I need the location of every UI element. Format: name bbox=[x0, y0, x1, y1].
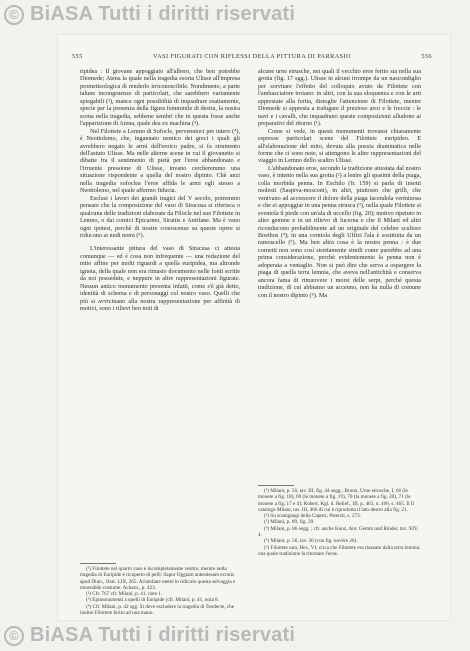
footnote: (²) Su scamgnagi della Caprez, Petersit, s. 273. bbox=[264, 513, 362, 520]
footnote: (²) Cfr. 767 cfr. Milani, p. 41, note 1. bbox=[86, 591, 163, 598]
copyright-icon: © bbox=[4, 5, 24, 25]
page-number-right: 556 bbox=[421, 53, 432, 60]
footnote: (⁴) Milani, p. 86 segg. ; cfr. anche Kunz, Ant. Gemm und Rinder, tav. XIV, 4. bbox=[258, 525, 419, 539]
watermark-text: BiASA Tutti i diritti riservati bbox=[30, 624, 296, 646]
watermark-bottom bbox=[0, 624, 470, 647]
footnote: (⁵) Milani, p. 56, tav. 30 (con fig. novère 26). bbox=[264, 538, 358, 545]
footnote: (⁶) Filottete non, Her., VI, circa che Filottete era risanato dalla terra lemnia; una quale tradizione la ritornare l'eroe. bbox=[258, 544, 421, 557]
left-column bbox=[80, 68, 240, 313]
watermark-text: BiASA Tutti i diritti riservati bbox=[30, 3, 296, 25]
footnote-rule bbox=[80, 563, 116, 564]
left-paragraph-3: Esclusi i lavori dei grandi tragici del V secolo, potremmo pensare che la composizione del vaso di Siracusa si riferisca o qualcuna delle tradizioni elaborate da Filocle nel suo Filottete in Lemno, o dai comici Epicarmo, Strattis e Antifane. Ma è vano ogni ipotesi, perchè di nostre conoscenze su queste opere si riducono ai nudi nomi (⁵). bbox=[80, 194, 240, 239]
left-paragraph-1: ripidea : Il giovane appoggiato all'albero, che ben potrebbe Diomede; Atena la quale nella tragedia esorta Ulisse all'impresa prometteologica di renderlo irriconoscibile. Nondimeno, a parte talune incongruenze di particolari, che sarebbero variamente spiegabili (²), manca ogni possibilità di inquadrare esattamente, specie per la presenza della figura femminile di destra, la nostra scena nella tragedia, sebbene sembri che in questa fosse anche l'apparizione di Atena, quale dea ex machina (³). bbox=[80, 68, 240, 128]
footnote: (⁴) Cfr. Milani, p. 42 sgg. Si deve escludere la tragedia di Teodecte, che inoltre Filottete ferito ad una mano. bbox=[80, 603, 234, 617]
footnote: (³) Milani, p. 89, fig. 39. bbox=[264, 519, 315, 526]
left-footnotes bbox=[80, 560, 240, 616]
page-number-left: 555 bbox=[72, 53, 83, 60]
footnote: (³) Epimonumenti a quelli di Euripide (cfr. Milani, p. 41, nota 8. bbox=[86, 597, 219, 604]
watermark-top bbox=[0, 3, 470, 26]
footnote: (¹) Filottete nel quarto vaso è incompletamente vestito, mentre nella tragedia di Euripide è ricoperto di pelli: Sapor Oggiam antesitesam ecrotis apud Diun., Orat. LIX, 265. Aristofane mette in ridicolo questa selvaggia e miserabile costume: Acharn., p. 423. bbox=[80, 566, 236, 591]
right-column bbox=[258, 68, 421, 299]
right-paragraph-1: alcune urne etrusche, nei quali il vecchio eroe ferito sta nella sua grotta (fig. 17 sgg.). Ulisse in alcuni irrompe da un nascondiglio per sorvitare l'effetto del colloquio avuto da Filottete con l'ambasciatore troiano: in altri, con la sua eloquenza e con le arti apprestate alla ferita, distoglie l'attenzione di Filottete, mentre Diomede si appresta a trafugare il prezioso arco e le freccie : le navi e i cavalli, che inquadrano queste composizioni alludono ai preparativi del ritorno (¹). bbox=[258, 68, 421, 128]
left-paragraph-4: L'interessante pittura del vaso di Siracusa ci attesta comunque — ed è cosa non infrequente — una redazione del mito affine per molti riguardi a quella euripidea, ma altronde ignota, della quale non era rimasto documento nelle fonti scritte da noi possedute, e neppure in altre rappresentazioni figurate. Nessun antico monumento presenta infatti, come s'è già detto, identità di schema e di personaggi col nostro vaso. Quelli che più si avvicinano alla nostra rappresentazione per affinità di motivi, sono i rilievi ben noti di bbox=[80, 245, 240, 313]
footnote-rule bbox=[258, 485, 294, 486]
copyright-icon: © bbox=[4, 626, 24, 646]
right-footnotes bbox=[258, 482, 421, 557]
right-paragraph-3: L'abbandonato eroe, secondo la tradizione attestata dal nostro vaso, è intento nella sua grotta (²) a lenire gli spasimi della piaga, colla morbida penna. In Eschilo (fr. 159) si parla di insetti molesti (Saspiva-mosconi), in altri, piuttosto che grilli, che venivano ad accrescere il dolore della piaga facendola verminosa e che ei appoggiar in una penna strusca (³), nella quale Filottete si sventola il piede con un'ala di uccello (fig. 20); motivo ripetuto in altre gemme e in un rilievo di lucerna e che il Milani ed altri riconducono probabilmente ad un originale del celebre scultore Boethos (⁴); in una corniola degli Uffizi l'ala è sostituita da un ramoscello (⁵). Ma ben altra cosa è la nostra penna : è due cornetti non sono così strettamente simili come parrebbe ad una prima considerazione, perchè evidentemente la penna non è adoperata a ventaglio. Non si può dire che serva a ospargere la piaga di quella terra lemnia, che aveva nell'antichità e conserva ancora fama di rimuovere i morsi delle serpi, perchè questa tradizione, di cui abbiamo un accenno, non ha nulla di comune con il nostro dipinto (⁶). Ma bbox=[258, 164, 421, 299]
running-title: VASI FIGURATI CON RIFLESSI DELLA PITTURA DI PARRASIO bbox=[152, 53, 351, 60]
right-paragraph-2: Come si vede, in questi monumenti trovansi chiaramente espresse particolari scene del Filottete euripideo. E all'elaborazione del mito, devuta alla poesia drammatica nelle forme che ci sono note, si attengono le altre rappresentazioni del viaggio in Lemno dello scaltro Ulisse. bbox=[258, 127, 421, 165]
footnote: (¹) Milani, p. 56, tav. III, fig. 44 segg.; Brunn, Urne etrusche, I, 66 (le monete a fig. 18), 69 (le monete a fig. 19), 70 (la monete a fig. 20), 71 (le monete a fig. 17 e 4); Robert, Kgl. d. Relief., III, p. 463, n. 466, s. 465. Il Il catalogo Milani, tav. III, 466 di cui è riprodotta il lato destro alla fig. 21. bbox=[258, 488, 415, 513]
left-paragraph-2: Nel Filottete a Lemno di Sofocle, pervenutoci per intero (⁴), è Neottolemo, che, ingannato nemico dei greci i quali gli avrebbero negato le armi dell'eroico padre, si fa strumento dell'astuto Ulisse. Ma nelle alterne scene in cui il giovanetto si dibatte fra il sentimento di pietà per l'eroe abbandonato e l'irruente pressione di Ulisse, invano cercheremmo una situazione rispondente a quella del nostro dipinto. Chè anzi nella tragedia sofoclea l'eroe affida le armi egli stesso a Neottolemo, nel quale affermo fiducia. bbox=[80, 127, 240, 195]
running-header bbox=[72, 53, 432, 60]
